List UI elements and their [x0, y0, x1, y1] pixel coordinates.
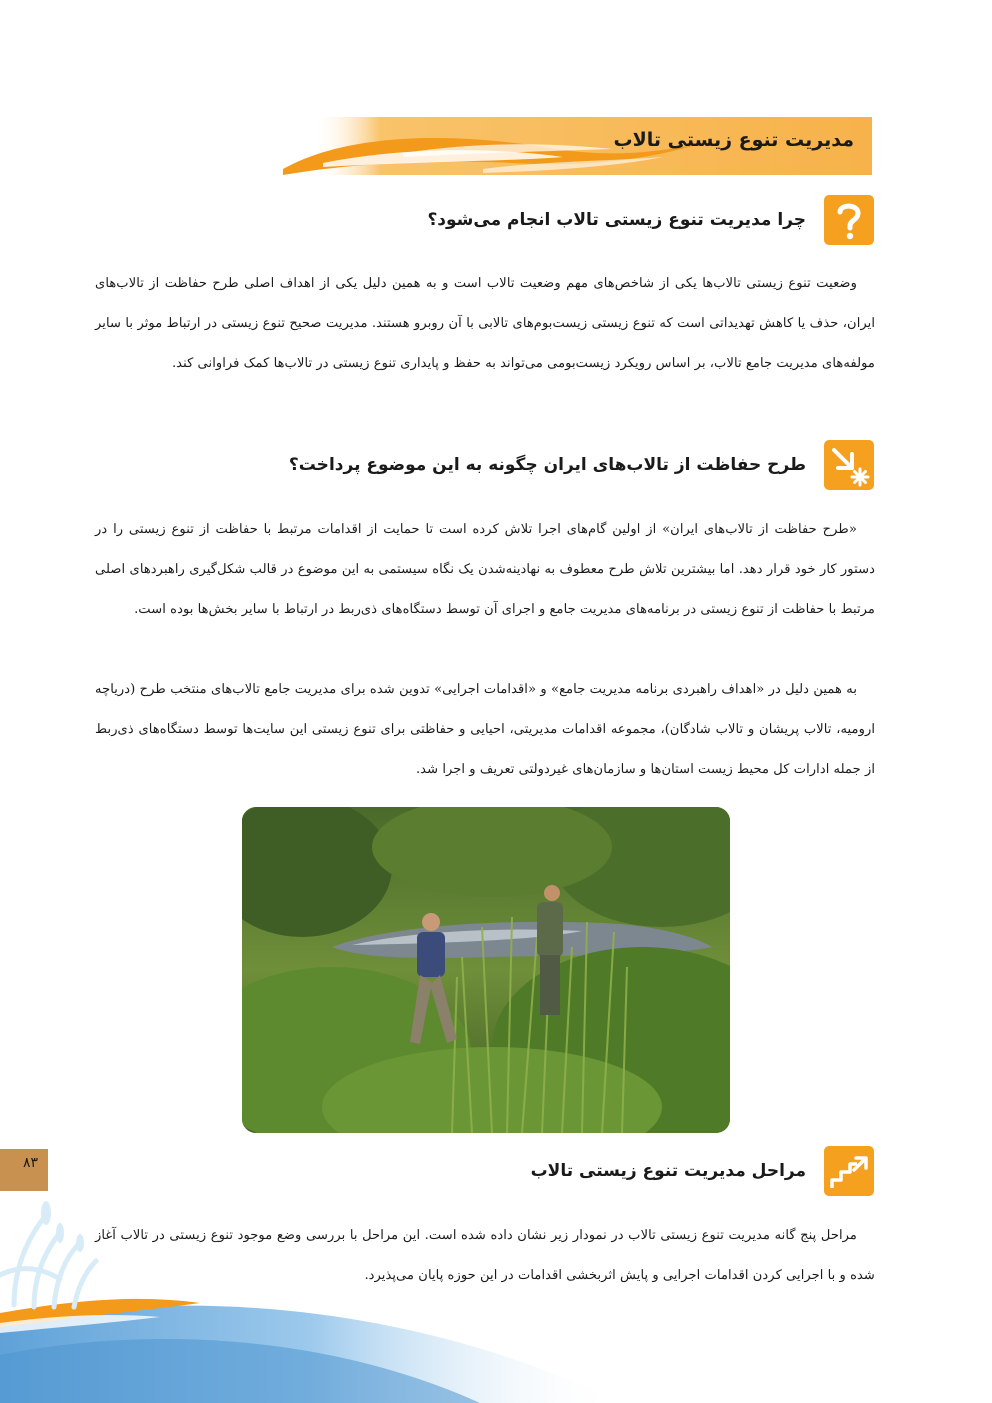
section-title: مراحل مدیریت تنوع زیستی تالاب	[530, 1161, 806, 1181]
paragraph: «طرح حفاظت از تالاب‌های ایران» از اولین گام‌های اجرا تلاش کرده است تا حمایت از اقدامات مرتبط با حفاظت از تنوع زیستی را در دستور کار خود قرار دهد. اما بیشترین تلاش طرح معطوف به نهادینه‌شدن یک نگاه سیستمی به این موضوع در قالب شکل‌گیری راهبردهای اصلی مرتبط با حفاظت از تنوع زیستی در برنامه‌های مدیریت جامع و اجرای آن توسط دستگاه‌های ذی‌ربط در ارتباط با سایر بخش‌ها بوده است.	[95, 522, 875, 617]
page-number-tab	[0, 1149, 48, 1191]
paragraph: به همین دلیل در «اهداف راهبردی برنامه مدیریت جامع» و «اقدامات اجرایی» تدوین شده برای مدیریت جامع تالاب‌های منتخب طرح (دریاچه ارومیه، تالاب پریشان و تالاب شادگان)، مجموعه اقدامات مدیریتی، احیایی و حفاظتی برای تنوع زیستی این سایت‌ها توسط دستگاه‌های ذی‌ربط از جمله ادارات کل محیط زیست استان‌ها و سازمان‌های غیردولتی تعریف و اجرا شد.	[95, 682, 875, 777]
section-title: طرح حفاظت از تالاب‌های ایران چگونه به این موضوع پرداخت؟	[288, 455, 806, 475]
page-number: ۸۳	[22, 1155, 38, 1171]
question-mark-icon	[824, 195, 874, 245]
person-figure-2	[537, 885, 563, 1015]
section-heading-why	[427, 195, 874, 245]
wave-decoration	[0, 1195, 992, 1403]
wetland-photo	[242, 807, 730, 1133]
chapter-title: مدیریت تنوع زیستی تالاب	[613, 129, 854, 151]
paragraph: وضعیت تنوع زیستی تالاب‌ها یکی از شاخص‌های مهم وضعیت تالاب است و به همین دلیل یکی از اهداف اصلی طرح حفاظت از تالاب‌های ایران، حذف یا کاهش تهدیداتی است که تنوع زیستی زیست‌بوم‌های تالابی با آن روبرو هستند. مدیریت صحیح تنوع زیستی در ارتباط موثر با سایر مولفه‌های مدیریت جامع تالاب، بر اساس رویکرد زیست‌بومی می‌تواند به حفظ و پایداری تنوع زیستی در تالاب‌ها کمک فراوانی کند.	[95, 276, 875, 371]
section-heading-stages	[531, 1146, 874, 1196]
section-title: چرا مدیریت تنوع زیستی تالاب انجام می‌شود؟	[427, 210, 806, 230]
paragraph: مراحل پنج گانه مدیریت تنوع زیستی تالاب در نمودار زیر نشان داده شده است. این مراحل با بررسی وضع موجود تنوع زیستی در تالاب آغاز شده و با اجرایی کردن اقدامات اجرایی و پایش اثربخشی اقدامات در این حوزه پایان می‌پذیرد.	[95, 1228, 875, 1283]
reeds-emblem	[0, 1215, 96, 1307]
chapter-banner	[283, 117, 872, 175]
section-heading-how	[289, 440, 874, 490]
arrow-sparkle-icon	[824, 440, 874, 490]
stairs-arrow-icon	[824, 1146, 874, 1196]
